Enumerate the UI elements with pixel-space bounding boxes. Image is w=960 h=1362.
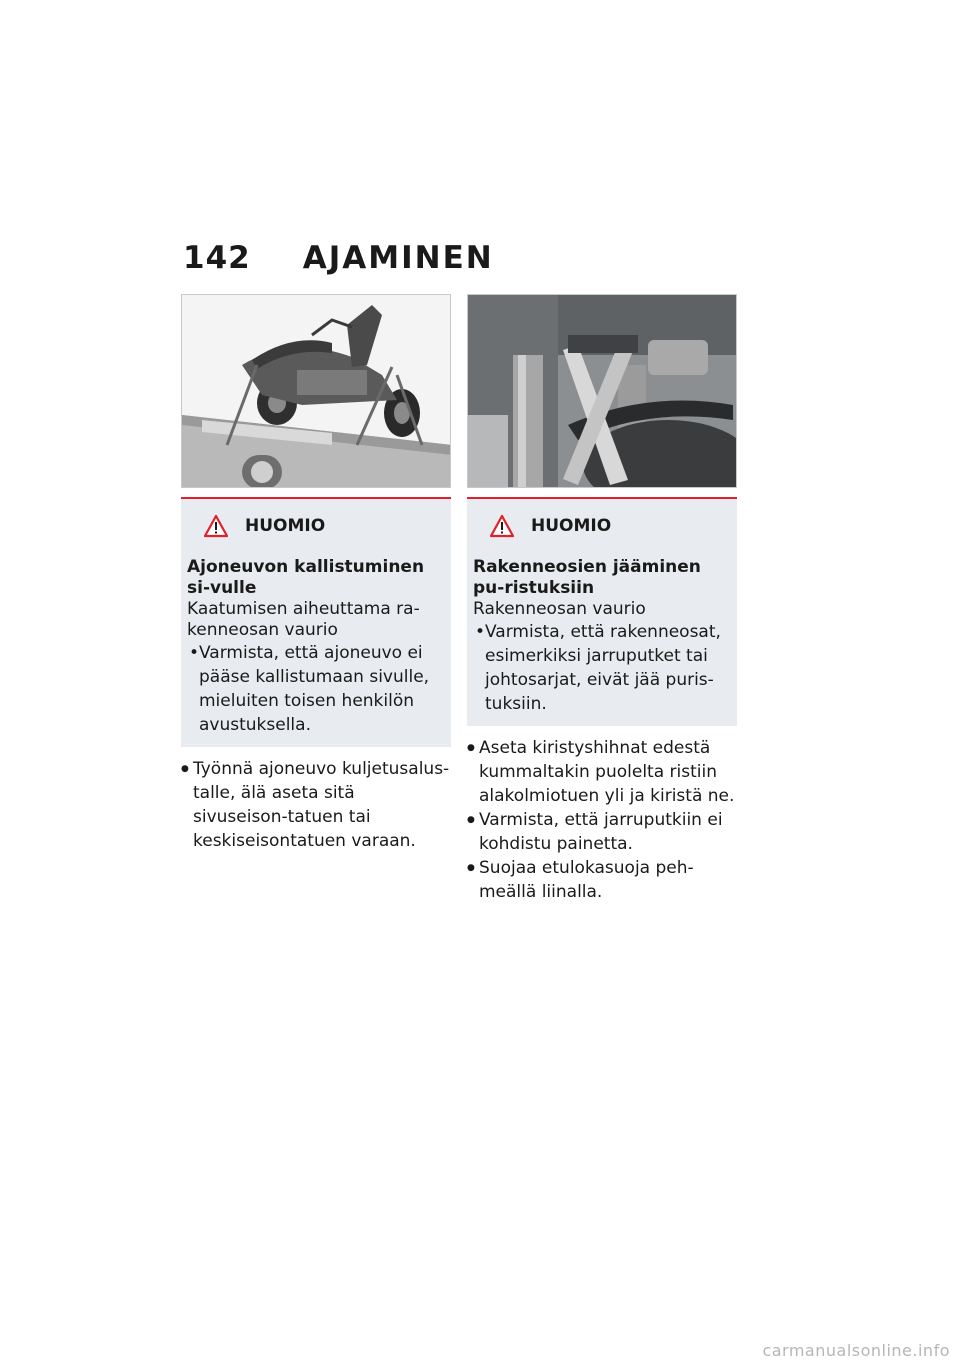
watermark: carmanualsonline.info [762,1341,950,1360]
instruction-list [467,736,737,904]
notice-bullet-list [473,620,729,716]
front-strap-detail-image [467,294,737,488]
left-column [181,294,451,853]
notice-bullet-list [187,641,443,737]
notice-title: Ajoneuvon kallistuminen si-vulle [187,557,425,598]
notice-header [489,513,729,539]
chapter-title: AJAMINEN [302,240,494,276]
notice-bullet: • Varmista, että ajoneuvo ei pääse kallistumaan sivulle, mieluiten toisen henkilön avustuksella. [187,641,443,737]
right-column [467,294,737,904]
warning-notice [467,497,737,726]
notice-consequence: Rakenneosan vaurio [473,599,646,619]
notice-label: HUOMIO [245,516,326,536]
notice-title: Rakenneosien jääminen pu-ristuksiin [473,557,701,598]
instruction-step: ● Suojaa etulokasuoja peh-meällä liinalla. [467,856,737,904]
page-header [183,238,494,278]
instruction-list [181,757,451,853]
notice-bullet: • Varmista, että rakenneosat, esimerkiksi jarruputket tai johtosarjat, eivät jää puris-tuksiin. [473,620,729,716]
scooter-on-trailer-image [181,294,451,488]
warning-triangle-icon [489,514,515,538]
instruction-step: ● Aseta kiristyshihnat edestä kummaltakin puolelta ristiin alakolmiotuen yli ja kiristä ne. [467,736,737,808]
notice-header [203,513,443,539]
instruction-step: ● Työnnä ajoneuvo kuljetusalus-talle, älä aseta sitä sivuseison-tatuen tai keskiseisontatuen varaan. [181,757,451,853]
page-number: 142 [183,240,251,276]
warning-notice [181,497,451,747]
warning-triangle-icon [203,514,229,538]
notice-label: HUOMIO [531,516,612,536]
instruction-step: ● Varmista, että jarruputkiin ei kohdistu painetta. [467,808,737,856]
notice-consequence: Kaatumisen aiheuttama ra-kenneosan vaurio [187,599,420,640]
